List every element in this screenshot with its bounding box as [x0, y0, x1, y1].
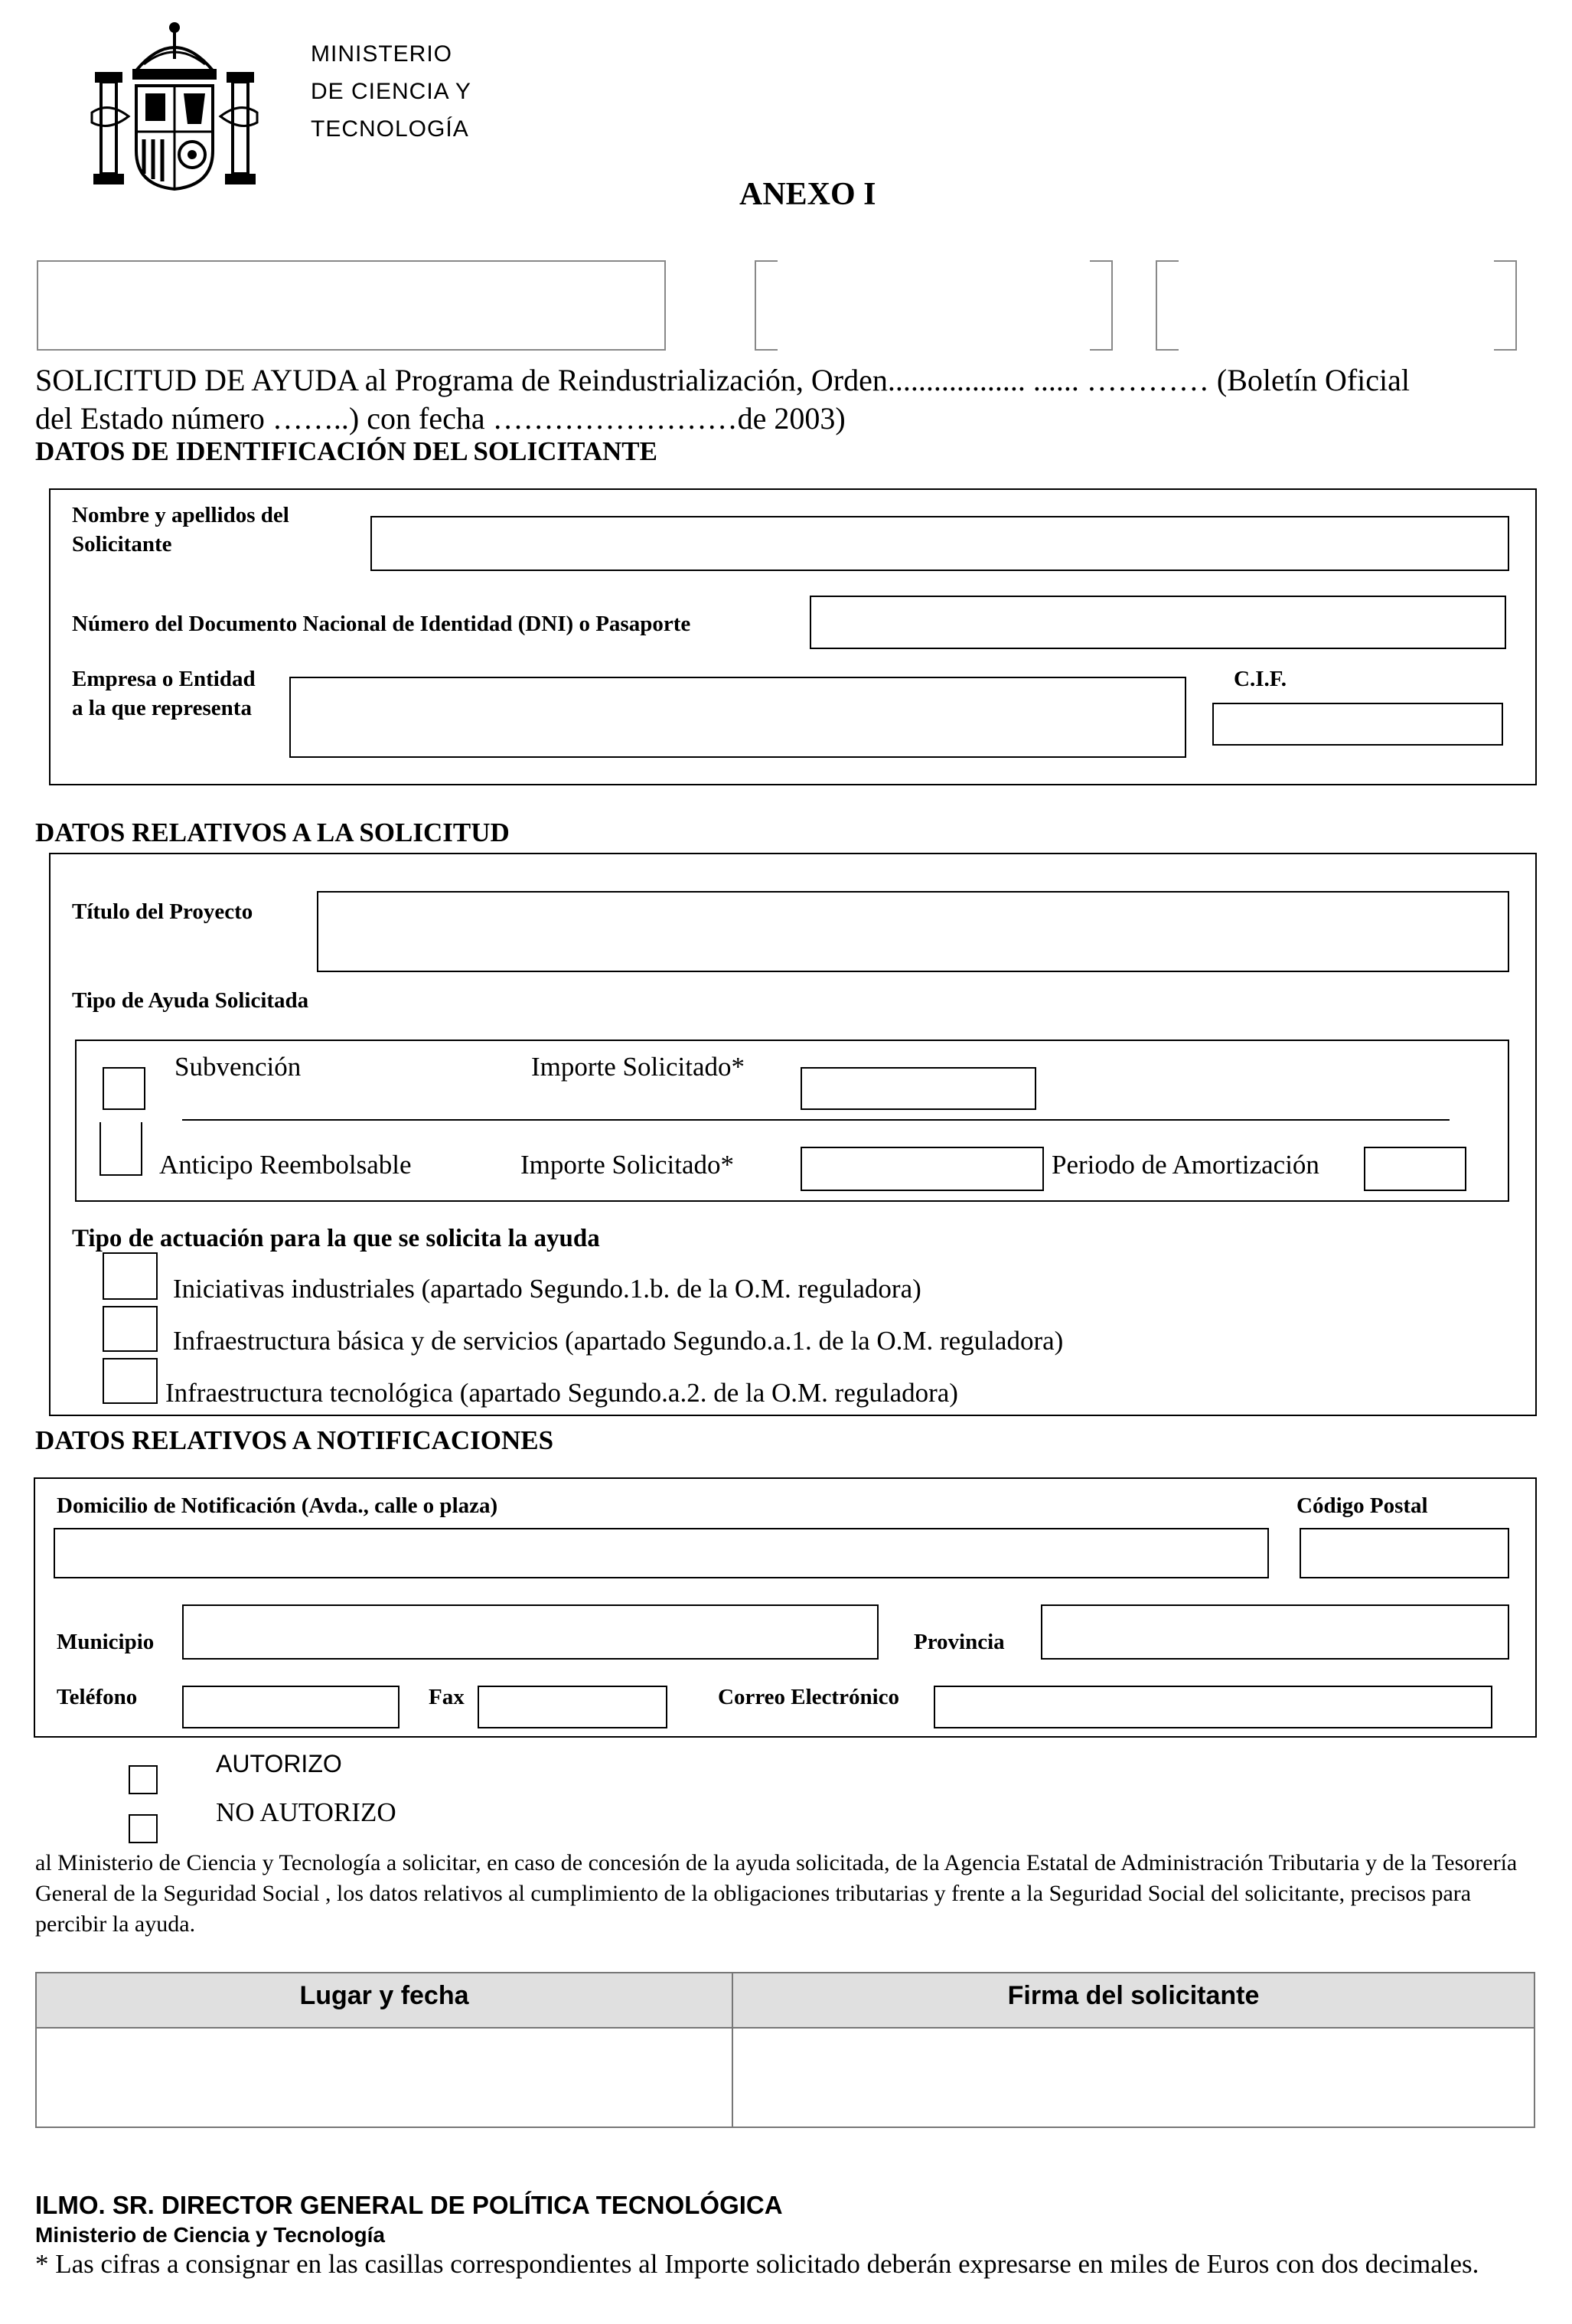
advance-amount-label: Importe Solicitado* [520, 1150, 734, 1180]
addressee: ILMO. SR. DIRECTOR GENERAL DE POLÍTICA TECNOLÓGICA [35, 2191, 783, 2219]
intro-line-1: SOLICITUD DE AYUDA al Programa de Reindustrialización, Orden.................. ...... ………… (Boletín Oficial [35, 363, 1411, 397]
advance-checkbox[interactable] [99, 1122, 142, 1176]
ministry-line-3: TECNOLOGÍA [311, 116, 469, 142]
registration-bracket-right-2 [1494, 260, 1517, 351]
place-date-cell[interactable] [37, 2029, 730, 2127]
registration-bracket-right-1 [1090, 260, 1113, 351]
name-label-line-2: Solicitante [72, 532, 172, 557]
intro-text [35, 361, 1558, 438]
advance-label: Anticipo Reembolsable [159, 1150, 412, 1180]
name-input[interactable] [370, 516, 1509, 571]
signature-header: Firma del solicitante [1007, 1981, 1260, 2010]
project-title-label: Título del Proyecto [72, 899, 253, 924]
aid-type-separator [182, 1119, 1450, 1121]
phone-label: Teléfono [57, 1685, 138, 1709]
action-2-label: Infraestructura básica y de servicios (apartado Segundo.a.1. de la O.M. reguladora) [173, 1326, 1064, 1356]
dni-label: Número del Documento Nacional de Identidad (DNI) o Pasaporte [72, 612, 691, 636]
cif-label: C.I.F. [1234, 667, 1287, 691]
aid-type-label: Tipo de Ayuda Solicitada [72, 988, 309, 1013]
postal-code-label: Código Postal [1296, 1493, 1428, 1518]
address-label: Domicilio de Notificación (Avda., calle o plaza) [57, 1493, 498, 1518]
postal-code-input[interactable] [1300, 1528, 1509, 1578]
subsidy-amount-label: Importe Solicitado* [531, 1052, 745, 1082]
company-label-line-1: Empresa o Entidad [72, 667, 256, 691]
fax-input[interactable] [478, 1686, 667, 1728]
province-input[interactable] [1041, 1604, 1509, 1660]
notifications-section-title: DATOS RELATIVOS A NOTIFICACIONES [35, 1425, 554, 1455]
registration-bracket-left-2 [1156, 260, 1179, 351]
intro-line-2: del Estado número ……..) con fecha ……………………de 2003) [35, 401, 846, 436]
subsidy-label: Subvención [174, 1052, 302, 1082]
authorize-label: AUTORIZO [216, 1750, 342, 1777]
subsidy-amount-input[interactable] [801, 1067, 1036, 1110]
advance-amount-input[interactable] [801, 1147, 1044, 1191]
fax-label: Fax [429, 1685, 465, 1709]
project-title-input[interactable] [317, 891, 1509, 972]
signature-table [35, 1972, 1535, 2128]
company-input[interactable] [289, 677, 1186, 758]
name-label [72, 501, 289, 559]
coat-of-arms-logo [90, 17, 259, 194]
company-label [72, 664, 256, 723]
action-3-checkbox[interactable] [103, 1358, 158, 1404]
signature-cell[interactable] [735, 2029, 1534, 2127]
dni-input[interactable] [810, 596, 1506, 649]
cif-input[interactable] [1212, 703, 1503, 746]
action-3-label: Infraestructura tecnológica (apartado Segundo.a.2. de la O.M. reguladora) [165, 1378, 958, 1408]
not-authorize-label: NO AUTORIZO [216, 1797, 396, 1827]
municipality-input[interactable] [182, 1604, 879, 1660]
annex-title: ANEXO I [739, 177, 876, 212]
registration-box [37, 260, 666, 351]
not-authorize-checkbox[interactable] [129, 1814, 158, 1843]
ministry-line-1: MINISTERIO [311, 41, 453, 67]
ministry-line-2: DE CIENCIA Y [311, 79, 471, 104]
amortization-input[interactable] [1364, 1147, 1466, 1191]
amortization-label: Periodo de Amortización [1052, 1150, 1319, 1180]
authorization-text: al Ministerio de Ciencia y Tecnología a solicitar, en caso de concesión de la ayuda solicitada, de la Agencia Estatal de Administración Tributaria y de la Tesorería General de la Seguridad Social , los datos relativos al cumplimiento de la obligaciones tributarias y frente a la Seguridad Social del solicitante, precisos para percibir la ayuda. [35, 1850, 1518, 1937]
place-date-header: Lugar y fecha [299, 1981, 469, 2010]
address-input[interactable] [54, 1528, 1269, 1578]
phone-input[interactable] [182, 1686, 400, 1728]
authorize-checkbox[interactable] [129, 1765, 158, 1794]
request-section-title: DATOS RELATIVOS A LA SOLICITUD [35, 818, 510, 847]
identification-section-title: DATOS DE IDENTIFICACIÓN DEL SOLICITANTE [35, 436, 657, 466]
footer-ministry: Ministerio de Ciencia y Tecnología [35, 2223, 385, 2247]
action-1-label: Iniciativas industriales (apartado Segundo.1.b. de la O.M. reguladora) [173, 1274, 921, 1304]
action-3-clip [161, 1370, 1079, 1408]
province-label: Provincia [914, 1630, 1005, 1654]
municipality-label: Municipio [57, 1630, 155, 1654]
email-label: Correo Electrónico [718, 1685, 900, 1709]
subsidy-checkbox[interactable] [103, 1067, 145, 1110]
action-1-checkbox[interactable] [103, 1252, 158, 1300]
name-label-line-1: Nombre y apellidos del [72, 503, 289, 527]
registration-bracket-left-1 [755, 260, 778, 351]
email-input[interactable] [934, 1686, 1492, 1728]
action-type-label: Tipo de actuación para la que se solicita la ayuda [72, 1225, 600, 1252]
ministry-name [311, 35, 471, 148]
company-label-line-2: a la que representa [72, 696, 252, 720]
action-2-checkbox[interactable] [103, 1306, 158, 1352]
footer-note: * Las cifras a consignar en las casillas correspondientes al Importe solicitado deberán expresarse en miles de Euros con dos decimales. [35, 2249, 1479, 2279]
